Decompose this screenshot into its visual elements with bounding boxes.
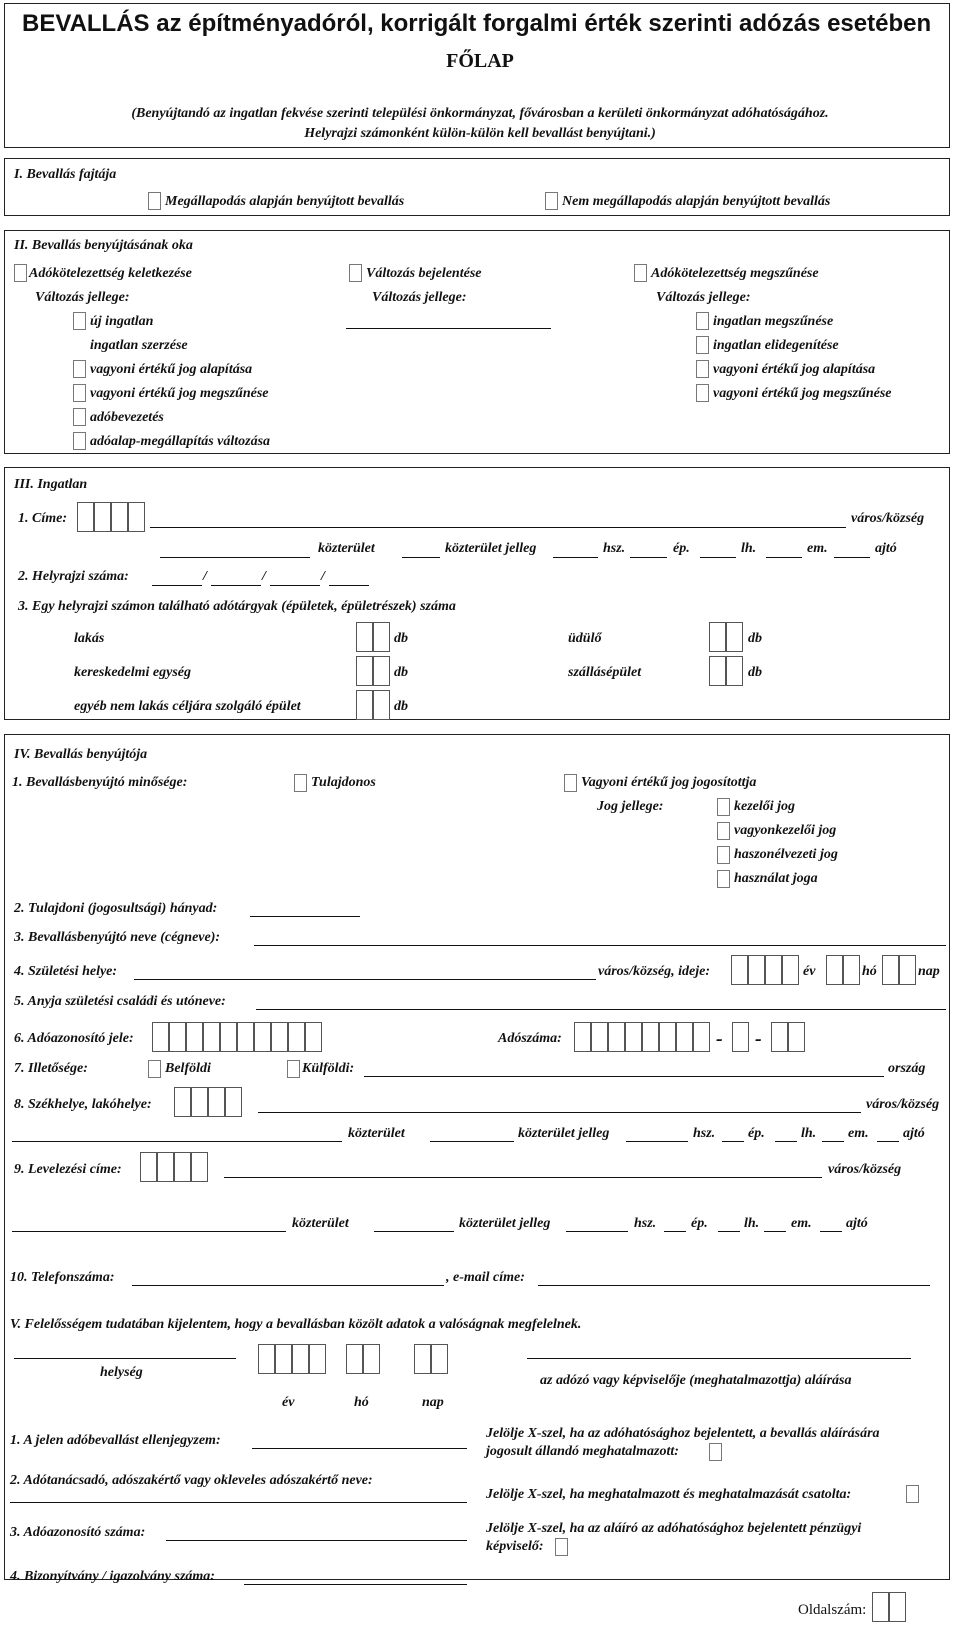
place-field[interactable] [14,1358,236,1359]
birth-year-label: év [803,964,816,979]
tax-id-cell[interactable] [186,1022,203,1052]
residence-city-label: város/község [866,1097,940,1112]
right-type-checkbox[interactable] [717,846,730,864]
filer-name-label: 3. Bevallásbenyújtó neve (cégneve): [14,930,221,945]
col2-change-type-label: Változás jellege: [372,290,467,305]
col1-item-label: vagyoni értékű jog megszűnése [90,386,269,401]
parcel-number-field[interactable] [211,585,261,586]
right-type-item: használat joga [734,871,818,886]
street-label: közterület [318,541,375,556]
sign-year-label: év [282,1395,295,1410]
mailing-address-label: 9. Levelezési címe: [14,1162,122,1177]
option-no-agreement-checkbox[interactable] [545,192,558,210]
residence-label: 8. Székhelye, lakóhelye: [14,1097,152,1112]
sign-year-cell[interactable] [258,1344,275,1374]
mark1-line2: jogosult állandó meghatalmazott: [486,1444,679,1459]
residence-building-label: ép. [748,1126,765,1141]
tax-id-cell[interactable] [254,1022,271,1052]
col3-item-checkbox[interactable] [696,384,709,402]
col1-item-checkbox[interactable] [73,408,86,426]
tax-number-cell[interactable] [625,1022,642,1052]
tax-number-cell[interactable] [659,1022,676,1052]
birth-year-cell[interactable] [731,955,748,985]
col1-item-label: új ingatlan [90,314,154,329]
mark3-line1: Jelölje X-szel, ha az aláíró az adóhatósághoz bejelentett pénzügyi [486,1521,862,1536]
residence-postal-cell[interactable] [208,1087,225,1117]
parcel-slash: / [262,569,266,584]
residence-door-label: ajtó [903,1126,925,1141]
residency-label: 7. Illetősége: [14,1061,88,1076]
place-label: helység [100,1365,143,1380]
tax-advisor-label: 2. Adótanácsadó, adószakértő vagy okleveles adószakértő neve: [10,1473,373,1488]
holiday-count-cell[interactable] [726,622,743,652]
tax-id-cell[interactable] [288,1022,305,1052]
mailing-street-field[interactable] [12,1231,286,1232]
stairway-label: lh. [741,541,757,556]
holiday-db: db [748,631,762,646]
certificate-label: 4. Bizonyítvány / igazolvány száma: [10,1569,215,1584]
mark3-line2: képviselő: [486,1539,544,1554]
parcel-slash: / [321,569,325,584]
sign-day-cell[interactable] [414,1344,431,1374]
sign-month-label: hó [354,1395,369,1410]
residence-postal-cell[interactable] [174,1087,191,1117]
mailing-city-field[interactable] [224,1177,822,1178]
page-number-cell[interactable] [872,1592,889,1622]
mothers-name-field[interactable] [256,1009,946,1010]
birth-day-cell[interactable] [882,955,899,985]
certificate-field[interactable] [244,1584,467,1585]
building-field[interactable] [630,557,667,558]
city-field[interactable] [150,527,846,528]
right-type-label: Jog jellege: [597,799,664,814]
flat-count-cell[interactable] [373,622,390,652]
tax-number-cell[interactable] [732,1022,749,1052]
country-label: ország [888,1061,926,1076]
section-2-heading: II. Bevallás benyújtásának oka [14,238,193,253]
residence-door-field[interactable] [877,1141,899,1142]
mark1-line1: Jelölje X-szel, ha az adóhatósághoz bejelentett, a bevallás aláírására [486,1426,880,1441]
door-field[interactable] [834,557,870,558]
tax-number-cell[interactable] [693,1022,710,1052]
accommodation-count-cell[interactable] [726,656,743,686]
residence-postal-cell[interactable] [225,1087,242,1117]
col3-item-label: ingatlan megszűnése [713,314,834,329]
sign-year-cell[interactable] [309,1344,326,1374]
residence-building-field[interactable] [722,1141,744,1142]
sign-year-cell[interactable] [292,1344,309,1374]
holiday-count-cell[interactable] [709,622,726,652]
other-building-label: egyéb nem lakás céljára szolgáló épület [74,699,301,714]
col2-change-type-field[interactable] [346,328,551,329]
parcel-number-field[interactable] [329,585,369,586]
option-agreement-checkbox[interactable] [148,192,161,210]
option-no-agreement-label: Nem megállapodás alapján benyújtott bevallás [562,194,831,209]
street-type-label: közterület jelleg [445,541,537,556]
birth-year-cell[interactable] [782,955,799,985]
mailing-city-label: város/község [828,1162,902,1177]
tax-id-cell[interactable] [237,1022,254,1052]
tax-id-cell[interactable] [152,1022,169,1052]
col1-item-label: adóalap-megállapítás változása [90,434,271,449]
tax-number-cell[interactable] [676,1022,693,1052]
right-type-item: vagyonkezelői jog [734,823,837,838]
tax-number-cell[interactable] [608,1022,625,1052]
right-holder-label: Vagyoni értékű jog jogosítottja [581,775,757,790]
reason-change-checkbox[interactable] [349,264,362,282]
residence-street-type-field[interactable] [430,1141,514,1142]
residence-street-label: közterület [348,1126,405,1141]
col1-item-checkbox[interactable] [73,312,86,330]
reason-origin-checkbox[interactable] [14,264,27,282]
phone-field[interactable] [132,1285,444,1286]
flat-db: db [394,631,408,646]
advisor-tax-id-label: 3. Adóazonosító száma: [10,1525,146,1540]
section-5-heading: V. Felelősségem tudatában kijelentem, hogy a bevallásban közölt adatok a valóságnak megfelelnek. [10,1317,582,1332]
option-agreement-label: Megállapodás alapján benyújtott bevallás [165,194,405,209]
tax-id-cell[interactable] [169,1022,186,1052]
sign-day-label: nap [422,1395,444,1410]
residence-city-field[interactable] [258,1112,861,1113]
flat-label: lakás [74,631,105,646]
sign-month-cell[interactable] [363,1344,380,1374]
residence-stairway-label: lh. [801,1126,817,1141]
col1-item-checkbox[interactable] [73,384,86,402]
section-3-box [4,467,950,720]
col1-item-label: adóbevezetés [90,410,164,425]
col3-item-label: ingatlan elidegenítése [713,338,839,353]
countersign-label: 1. A jelen adóbevallást ellenjegyzem: [10,1433,221,1448]
mailing-postal-cell[interactable] [140,1152,157,1182]
parcel-number-field[interactable] [270,585,320,586]
other-count-cell[interactable] [373,690,390,720]
house-number-label: hsz. [603,541,626,556]
postal-code-cell[interactable] [94,502,111,532]
col3-item-label: vagyoni értékű jog alapítása [713,362,876,377]
mailing-street-label: közterület [292,1216,349,1231]
tax-number-dash: - [716,1028,723,1050]
mailing-building-label: ép. [691,1216,708,1231]
city-label: város/község [851,511,925,526]
address-label: 1. Címe: [18,511,67,526]
signature-label: az adózó vagy képviselője (meghatalmazottja) aláírása [540,1373,852,1388]
col1-item-checkbox[interactable] [73,432,86,450]
parcel-number-label: 2. Helyrajzi száma: [18,569,129,584]
residence-stairway-field[interactable] [775,1141,797,1142]
signature-field[interactable] [527,1358,911,1359]
residence-postal-cell[interactable] [191,1087,208,1117]
form-subtitle: FŐLAP [446,50,514,72]
ownership-share-field[interactable] [250,916,360,917]
right-type-item: haszonélvezeti jog [734,847,838,862]
right-holder-checkbox[interactable] [564,774,577,792]
residence-floor-label: em. [848,1126,869,1141]
col1-change-type-label: Változás jellege: [35,290,130,305]
countersign-field[interactable] [252,1448,467,1449]
owner-checkbox[interactable] [294,774,307,792]
foreign-label: Külföldi: [302,1061,355,1076]
col3-change-type-label: Változás jellege: [656,290,751,305]
accommodation-label: szállásépület [568,665,642,680]
tax-number-cell[interactable] [591,1022,608,1052]
header-note-line1: (Benyújtandó az ingatlan fekvése szerinti települési önkormányzat, fővárosban a kerületi önkormányzat adóhatóságához. [131,106,829,121]
mailing-floor-label: em. [791,1216,812,1231]
tax-number-cell[interactable] [574,1022,591,1052]
birth-month-cell[interactable] [826,955,843,985]
floor-field[interactable] [766,557,802,558]
residence-floor-field[interactable] [822,1141,844,1142]
flat-count-cell[interactable] [356,622,373,652]
sign-month-cell[interactable] [346,1344,363,1374]
col3-item-label: vagyoni értékű jog megszűnése [713,386,892,401]
accommodation-count-cell[interactable] [709,656,726,686]
right-type-checkbox[interactable] [717,822,730,840]
mailing-stairway-field[interactable] [718,1231,740,1232]
right-type-item: kezelői jog [734,799,796,814]
floor-label: em. [807,541,828,556]
right-type-checkbox[interactable] [717,870,730,888]
page-number-cell[interactable] [889,1592,906,1622]
reason-end-label: Adókötelezettség megszűnése [651,266,819,281]
birthplace-field[interactable] [134,979,596,980]
mailing-building-field[interactable] [664,1231,686,1232]
mailing-door-field[interactable] [820,1231,842,1232]
birthplace-label: 4. Születési helye: [14,964,118,979]
commercial-count-cell[interactable] [356,656,373,686]
residence-street-field[interactable] [12,1141,342,1142]
holiday-label: üdülő [568,631,602,646]
mailing-door-label: ajtó [846,1216,868,1231]
birthdate-label: város/község, ideje: [598,964,710,979]
commercial-count-cell[interactable] [373,656,390,686]
house-number-field[interactable] [553,557,598,558]
tax-id-label: 6. Adóazonosító jele: [14,1031,134,1046]
birth-day-cell[interactable] [899,955,916,985]
mailing-house-number-field[interactable] [566,1231,628,1232]
other-db: db [394,699,408,714]
birth-month-label: hó [862,964,877,979]
building-label: ép. [673,541,690,556]
tax-number-label: Adószáma: [498,1031,562,1046]
col3-item-checkbox[interactable] [696,360,709,378]
sign-year-cell[interactable] [275,1344,292,1374]
birth-year-cell[interactable] [765,955,782,985]
sign-day-cell[interactable] [431,1344,448,1374]
section-1-heading: I. Bevallás fajtája [14,167,117,182]
advisor-tax-id-field[interactable] [166,1540,467,1541]
birth-month-cell[interactable] [843,955,860,985]
header-note-line2: Helyrajzi számonként külön-külön kell bevallást benyújtani.) [304,126,656,141]
col3-item-checkbox[interactable] [696,312,709,330]
mark2-label: Jelölje X-szel, ha meghatalmazott és meghatalmazását csatolta: [486,1487,852,1502]
email-field[interactable] [538,1285,930,1286]
street-type-field[interactable] [402,557,440,558]
residence-house-number-field[interactable] [626,1141,688,1142]
phone-label: 10. Telefonszáma: [10,1270,115,1285]
tax-number-cell[interactable] [771,1022,788,1052]
email-label: , e-mail címe: [446,1270,525,1285]
mailing-street-type-label: közterület jelleg [459,1216,551,1231]
door-label: ajtó [875,541,897,556]
mailing-floor-field[interactable] [764,1231,786,1232]
commercial-db: db [394,665,408,680]
page-number-label: Oldalszám: [798,1602,867,1618]
owner-label: Tulajdonos [311,775,376,790]
mailing-postal-cell[interactable] [191,1152,208,1182]
commercial-label: kereskedelmi egység [74,665,192,680]
birth-year-cell[interactable] [748,955,765,985]
filer-capacity-label: 1. Bevallásbenyújtó minősége: [12,775,188,790]
object-count-label: 3. Egy helyrajzi számon található adótárgyak (épületek, épületrészek) száma [18,599,456,614]
mark3-checkbox[interactable] [555,1538,568,1556]
mailing-stairway-label: lh. [744,1216,760,1231]
section-4-heading: IV. Bevallás benyújtója [14,747,148,762]
tax-number-cell[interactable] [642,1022,659,1052]
postal-code-cell[interactable] [128,502,145,532]
other-count-cell[interactable] [356,690,373,720]
col1-item-label: ingatlan szerzése [90,338,188,353]
parcel-number-field[interactable] [152,585,202,586]
residence-street-type-label: közterület jelleg [518,1126,610,1141]
tax-advisor-field[interactable] [10,1502,467,1503]
tax-number-dash: - [755,1028,762,1050]
mothers-name-label: 5. Anyja születési családi és utóneve: [14,994,226,1009]
reason-end-checkbox[interactable] [634,264,647,282]
mailing-street-type-field[interactable] [374,1231,454,1232]
stairway-field[interactable] [700,557,736,558]
col3-item-checkbox[interactable] [696,336,709,354]
section-3-heading: III. Ingatlan [14,477,88,492]
postal-code-cell[interactable] [111,502,128,532]
reason-change-label: Változás bejelentése [366,266,482,281]
mailing-postal-cell[interactable] [174,1152,191,1182]
tax-id-cell[interactable] [203,1022,220,1052]
tax-id-cell[interactable] [305,1022,322,1052]
tax-id-cell[interactable] [220,1022,237,1052]
form-title: BEVALLÁS az építményadóról, korrigált forgalmi érték szerinti adózás esetében [22,10,932,37]
tax-number-cell[interactable] [788,1022,805,1052]
domestic-label: Belföldi [165,1061,211,1076]
mailing-house-number-label: hsz. [634,1216,657,1231]
col1-item-checkbox[interactable] [73,360,86,378]
ownership-share-label: 2. Tulajdoni (jogosultsági) hányad: [14,901,218,916]
residence-house-number-label: hsz. [693,1126,716,1141]
postal-code-cell[interactable] [77,502,94,532]
birth-day-label: nap [918,964,940,979]
mailing-postal-cell[interactable] [157,1152,174,1182]
parcel-slash: / [203,569,207,584]
accommodation-db: db [748,665,762,680]
reason-origin-label: Adókötelezettség keletkezése [29,266,192,281]
mark2-checkbox[interactable] [906,1485,919,1503]
country-field[interactable] [364,1076,884,1077]
right-type-checkbox[interactable] [717,798,730,816]
col1-item-label: vagyoni értékű jog alapítása [90,362,253,377]
tax-id-cell[interactable] [271,1022,288,1052]
domestic-checkbox[interactable] [148,1060,161,1078]
filer-name-field[interactable] [254,945,946,946]
mark1-checkbox[interactable] [709,1443,722,1461]
street-field[interactable] [160,557,310,558]
foreign-checkbox[interactable] [287,1060,300,1078]
